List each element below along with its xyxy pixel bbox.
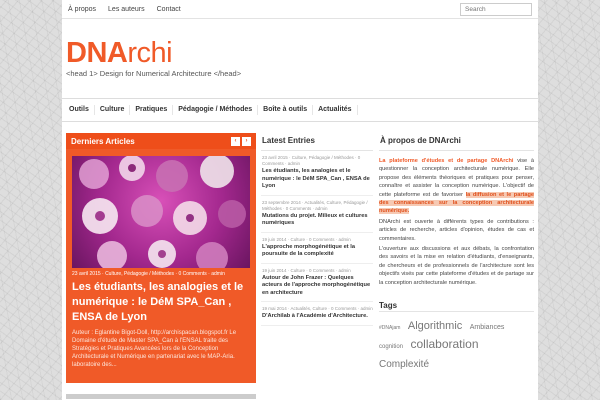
top-nav: [68, 6, 181, 13]
entry-title[interactable]: D'Archilab à l'Académie d'Architecture.: [262, 313, 368, 319]
entry-title[interactable]: Autour de John Frazer : Quelques acteurs de l'approche morphogénétique en architecture: [262, 274, 371, 296]
list-item: [261, 151, 373, 196]
page: [62, 0, 538, 400]
featured-section-title: Derniers Articles: [71, 136, 135, 146]
about-text: vise à questionner la conception architecturale numérique. Elle propose des éléments théoriques et pratiques pour penser, connaître et assister la conception numérique. L'objectif de cette plateforme est de favoriser: [379, 158, 534, 198]
about-highlight-2: la diffusion et le partage des connaissances sur la conception architecturale numérique.: [379, 191, 535, 215]
about-paragraph-3: L'ouverture aux discussions et aux débats, la confrontation des savoirs et la mise en relation d'étudiants, d'enseignants, de chercheurs et de professionnels de l'architecture sont les objectifs visés par cette plateforme d'études et de partage sur la conception architecturale numérique.: [379, 246, 534, 286]
featured-title[interactable]: Les étudiants, les analogies et le numérique : le DéM SPA_Can , ENSA de Lyon: [72, 281, 244, 323]
next-arrow-icon[interactable]: ›: [242, 137, 251, 146]
entry-title[interactable]: Mutations du projet. Milieux et cultures numériques: [262, 212, 368, 226]
search-input[interactable]: [460, 3, 532, 16]
entry-meta: 19 mai 2014 · Actualités, Culture · 0 Comments · admin: [262, 306, 373, 311]
featured-meta: 23 avril 2015 · Culture, Pédagogie / Méthodes · 0 Comments · admin: [72, 271, 225, 277]
about-highlight: La plateforme d'études et de partage DNArchi: [379, 158, 514, 164]
about-title: À propos de DNArchi: [379, 133, 534, 151]
latest-title: Latest Entries: [261, 133, 373, 151]
site-logo[interactable]: [66, 39, 538, 68]
slider-arrows: [231, 137, 251, 146]
nav-item-outils[interactable]: Outils: [66, 105, 95, 115]
prev-arrow-icon[interactable]: ‹: [231, 137, 240, 146]
top-nav-contact[interactable]: Contact: [156, 5, 181, 13]
next-slide-preview: [66, 394, 256, 399]
list-item: [261, 196, 373, 233]
featured-excerpt: Auteur : Eglantine Bigot-Doll, http://archispacan.blogspot.fr Le Domaine d'étude de Master SPA_Can à l'ENSAL traite des Stratégies et Pratiques Avancées lors de la Conception Architecturale et Numérique en partenariat avec le MAP-Aria. laboratoire des...: [72, 330, 237, 368]
tag-link[interactable]: Algorithmic: [407, 320, 463, 333]
tag-link[interactable]: Complexité: [379, 359, 430, 371]
main-nav: [62, 98, 538, 122]
tag-link[interactable]: #DNAjam: [379, 325, 401, 332]
nav-item-actualites[interactable]: Actualités: [313, 105, 357, 115]
tag-link[interactable]: cognition: [379, 344, 404, 351]
latest-entries: [261, 133, 373, 383]
about-paragraph: [379, 157, 534, 216]
top-nav-about[interactable]: À propos: [68, 5, 97, 13]
logo-rest: rchi: [127, 37, 173, 69]
entry-title[interactable]: L'approche morphogénétique et la poursuite de la complexité: [262, 243, 355, 257]
site-header: [62, 19, 538, 98]
site-tagline: <head 1> Design for Numerical Architecture </head>: [66, 69, 242, 78]
nav-item-pratiques[interactable]: Pratiques: [130, 105, 173, 115]
list-item: [261, 302, 373, 326]
top-bar: [62, 0, 538, 19]
list-item: [261, 264, 373, 303]
featured-articles: [66, 133, 256, 383]
nav-item-boite-a-outils[interactable]: Boîte à outils: [258, 105, 313, 115]
tag-cloud: [379, 312, 534, 372]
entry-meta: 23 avril 2015 · Culture, Pédagogie / Méthodes · 0 Comments · admin: [262, 155, 361, 166]
petri-dish-illustration: [72, 156, 250, 268]
nav-item-pedagogie[interactable]: Pédagogie / Méthodes: [173, 105, 258, 115]
entry-title[interactable]: Les étudiants, les analogies et le numérique : le DéM SPA_Can , ENSA de Lyon: [262, 168, 370, 189]
tags-title: Tags: [379, 295, 534, 312]
about-paragraph-2: DNArchi est ouverte à différents types de contributions : articles de recherche, articles d'opinion, études de cas et commentaires.: [379, 218, 534, 242]
about-sidebar: [379, 133, 534, 383]
featured-image[interactable]: [72, 156, 250, 268]
entry-meta: 19 juin 2014 · Culture · 0 Comments · admin: [262, 267, 351, 273]
entry-meta: 23 septembre 2014 · Actualités, Culture, Pédagogie / Méthodes · 0 Comments · admin: [262, 199, 368, 211]
about-body: [379, 151, 534, 287]
tag-link[interactable]: Ambiances: [469, 324, 505, 332]
nav-item-culture[interactable]: Culture: [95, 105, 131, 115]
entry-meta: 19 juin 2014 · Culture · 0 Comments · admin: [262, 236, 351, 242]
top-nav-authors[interactable]: Les auteurs: [108, 5, 145, 13]
featured-header: [66, 133, 256, 149]
list-item: [261, 233, 373, 264]
logo-bold: DNA: [66, 37, 128, 69]
tag-link[interactable]: collaboration: [410, 337, 479, 352]
